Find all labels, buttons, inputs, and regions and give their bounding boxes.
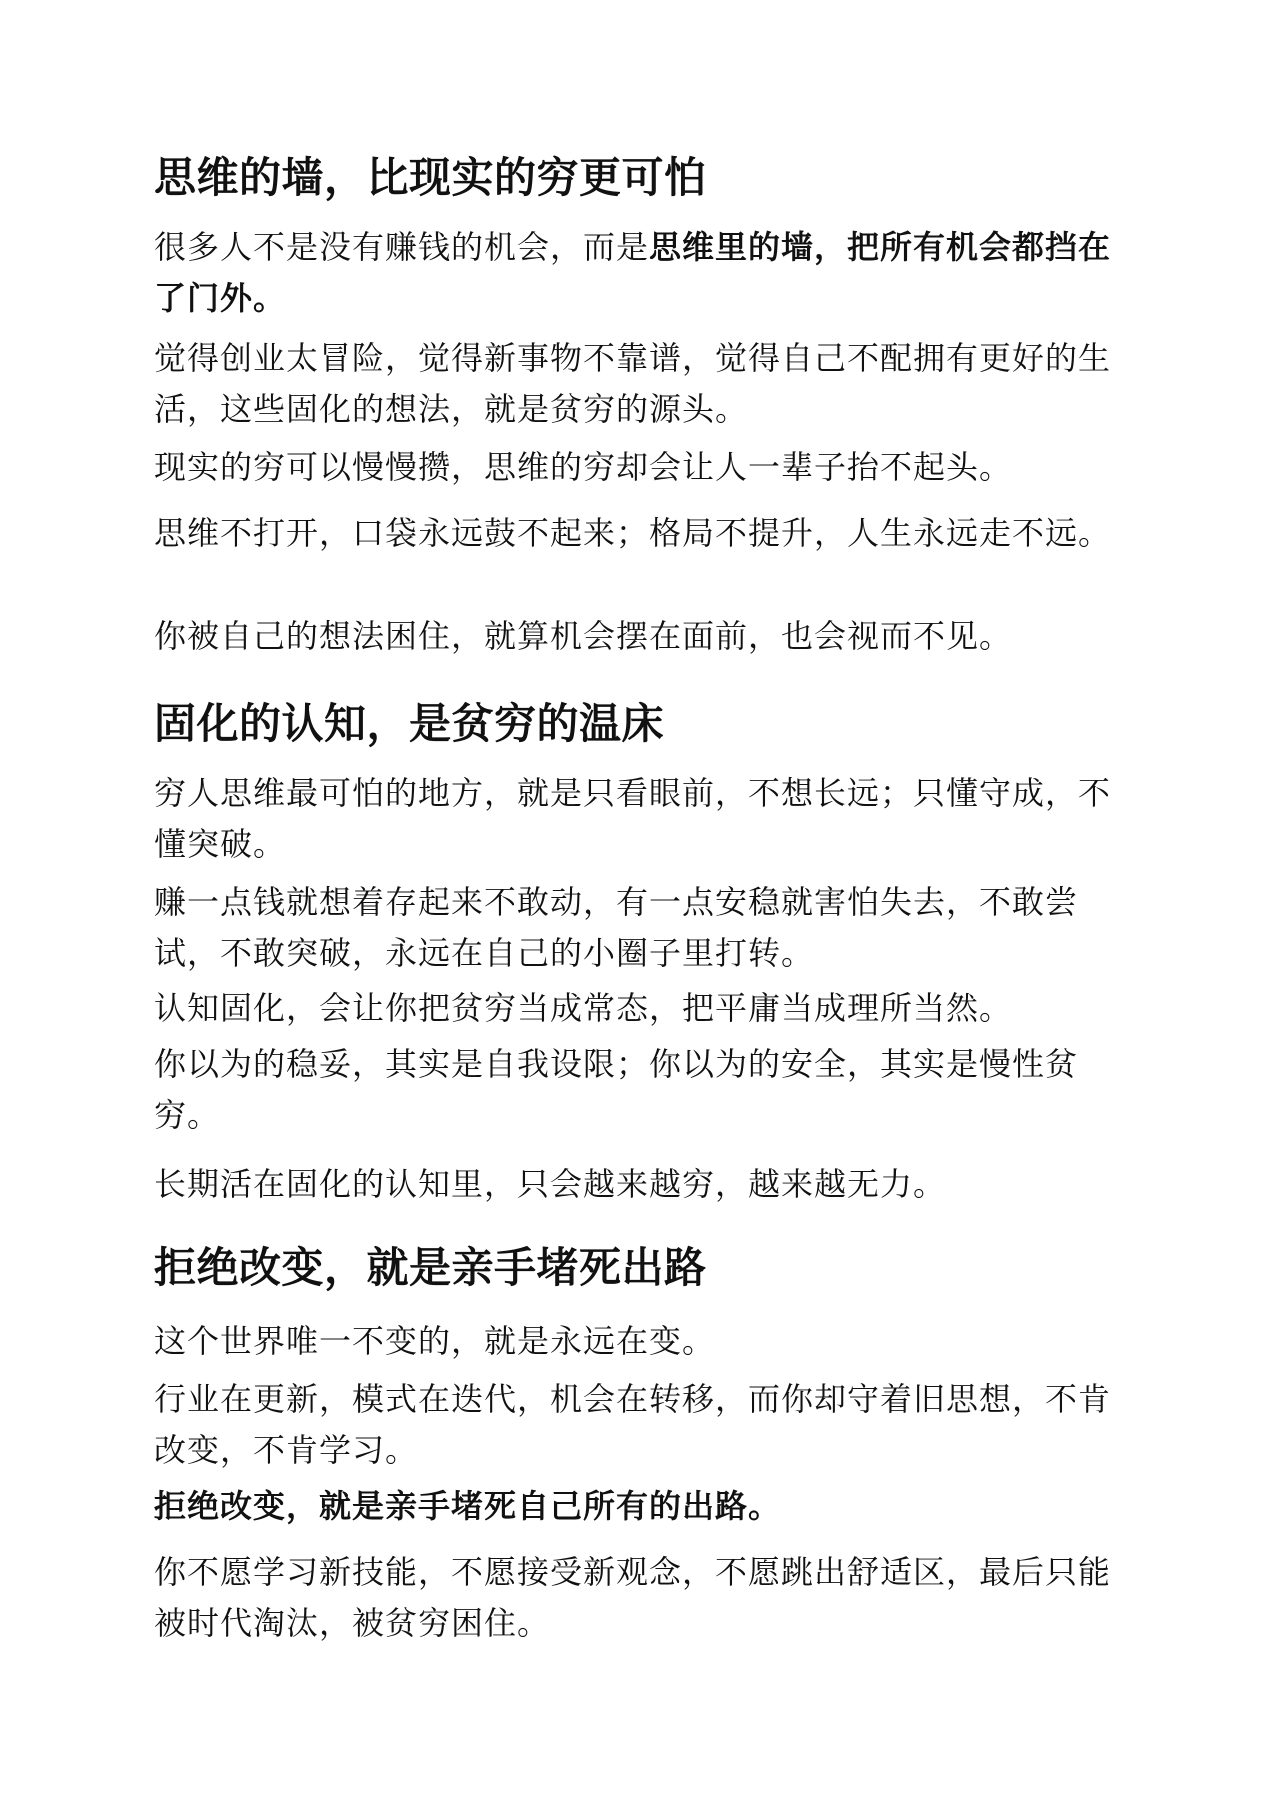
section-2-paragraph-4: 你以为的稳妥，其实是自我设限；你以为的安全，其实是慢性贫穷。 [154,1045,1079,1134]
paragraph-text: 很多人不是没有赚钱的机会，而是 [154,228,650,266]
section-1-paragraph-2: 觉得创业太冒险，觉得新事物不靠谱，觉得自己不配拥有更好的生活，这些固化的想法，就是贫穷的源头。 [154,339,1112,428]
paragraph-emphasis: 思维里的墙，把所有机会都挡在了门外。 [154,228,1112,317]
section-1-paragraph-4: 思维不打开，口袋永远鼓不起来；格局不提升，人生永远走不远。 [154,514,1112,552]
section-2-paragraph-1: 穷人思维最可怕的地方，就是只看眼前，不想长远；只懂守成，不懂突破。 [154,774,1112,863]
section-3-paragraph-3: 拒绝改变，就是亲手堵死自己所有的出路。 [154,1487,782,1525]
section-3-paragraph-4: 你不愿学习新技能，不愿接受新观念，不愿跳出舒适区，最后只能被时代淘汰，被贫穷困住。 [154,1553,1112,1642]
section-2-heading: 固化的认知，是贫穷的温床 [154,699,665,748]
section-1-paragraph-1 [154,222,1124,324]
section-1-paragraph-3: 现实的穷可以慢慢攒，思维的穷却会让人一辈子抬不起头。 [154,448,1013,486]
section-3-paragraph-2: 行业在更新，模式在迭代，机会在转移，而你却守着旧思想，不肯改变，不肯学习。 [154,1380,1112,1469]
section-2-paragraph-5: 长期活在固化的认知里，只会越来越穷，越来越无力。 [154,1165,947,1203]
section-2-paragraph-2: 赚一点钱就想着存起来不敢动，有一点安稳就害怕失去，不敢尝试，不敢突破，永远在自己的小圈子里打转。 [154,883,1079,972]
section-1-heading: 思维的墙，比现实的穷更可怕 [154,153,707,202]
section-2-paragraph-3: 认知固化，会让你把贫穷当成常态，把平庸当成理所当然。 [154,989,1013,1027]
section-3-paragraph-1: 这个世界唯一不变的，就是永远在变。 [154,1322,716,1360]
section-3-heading: 拒绝改变，就是亲手堵死出路 [154,1243,707,1292]
section-1-paragraph-5: 你被自己的想法困住，就算机会摆在面前，也会视而不见。 [154,617,1013,655]
